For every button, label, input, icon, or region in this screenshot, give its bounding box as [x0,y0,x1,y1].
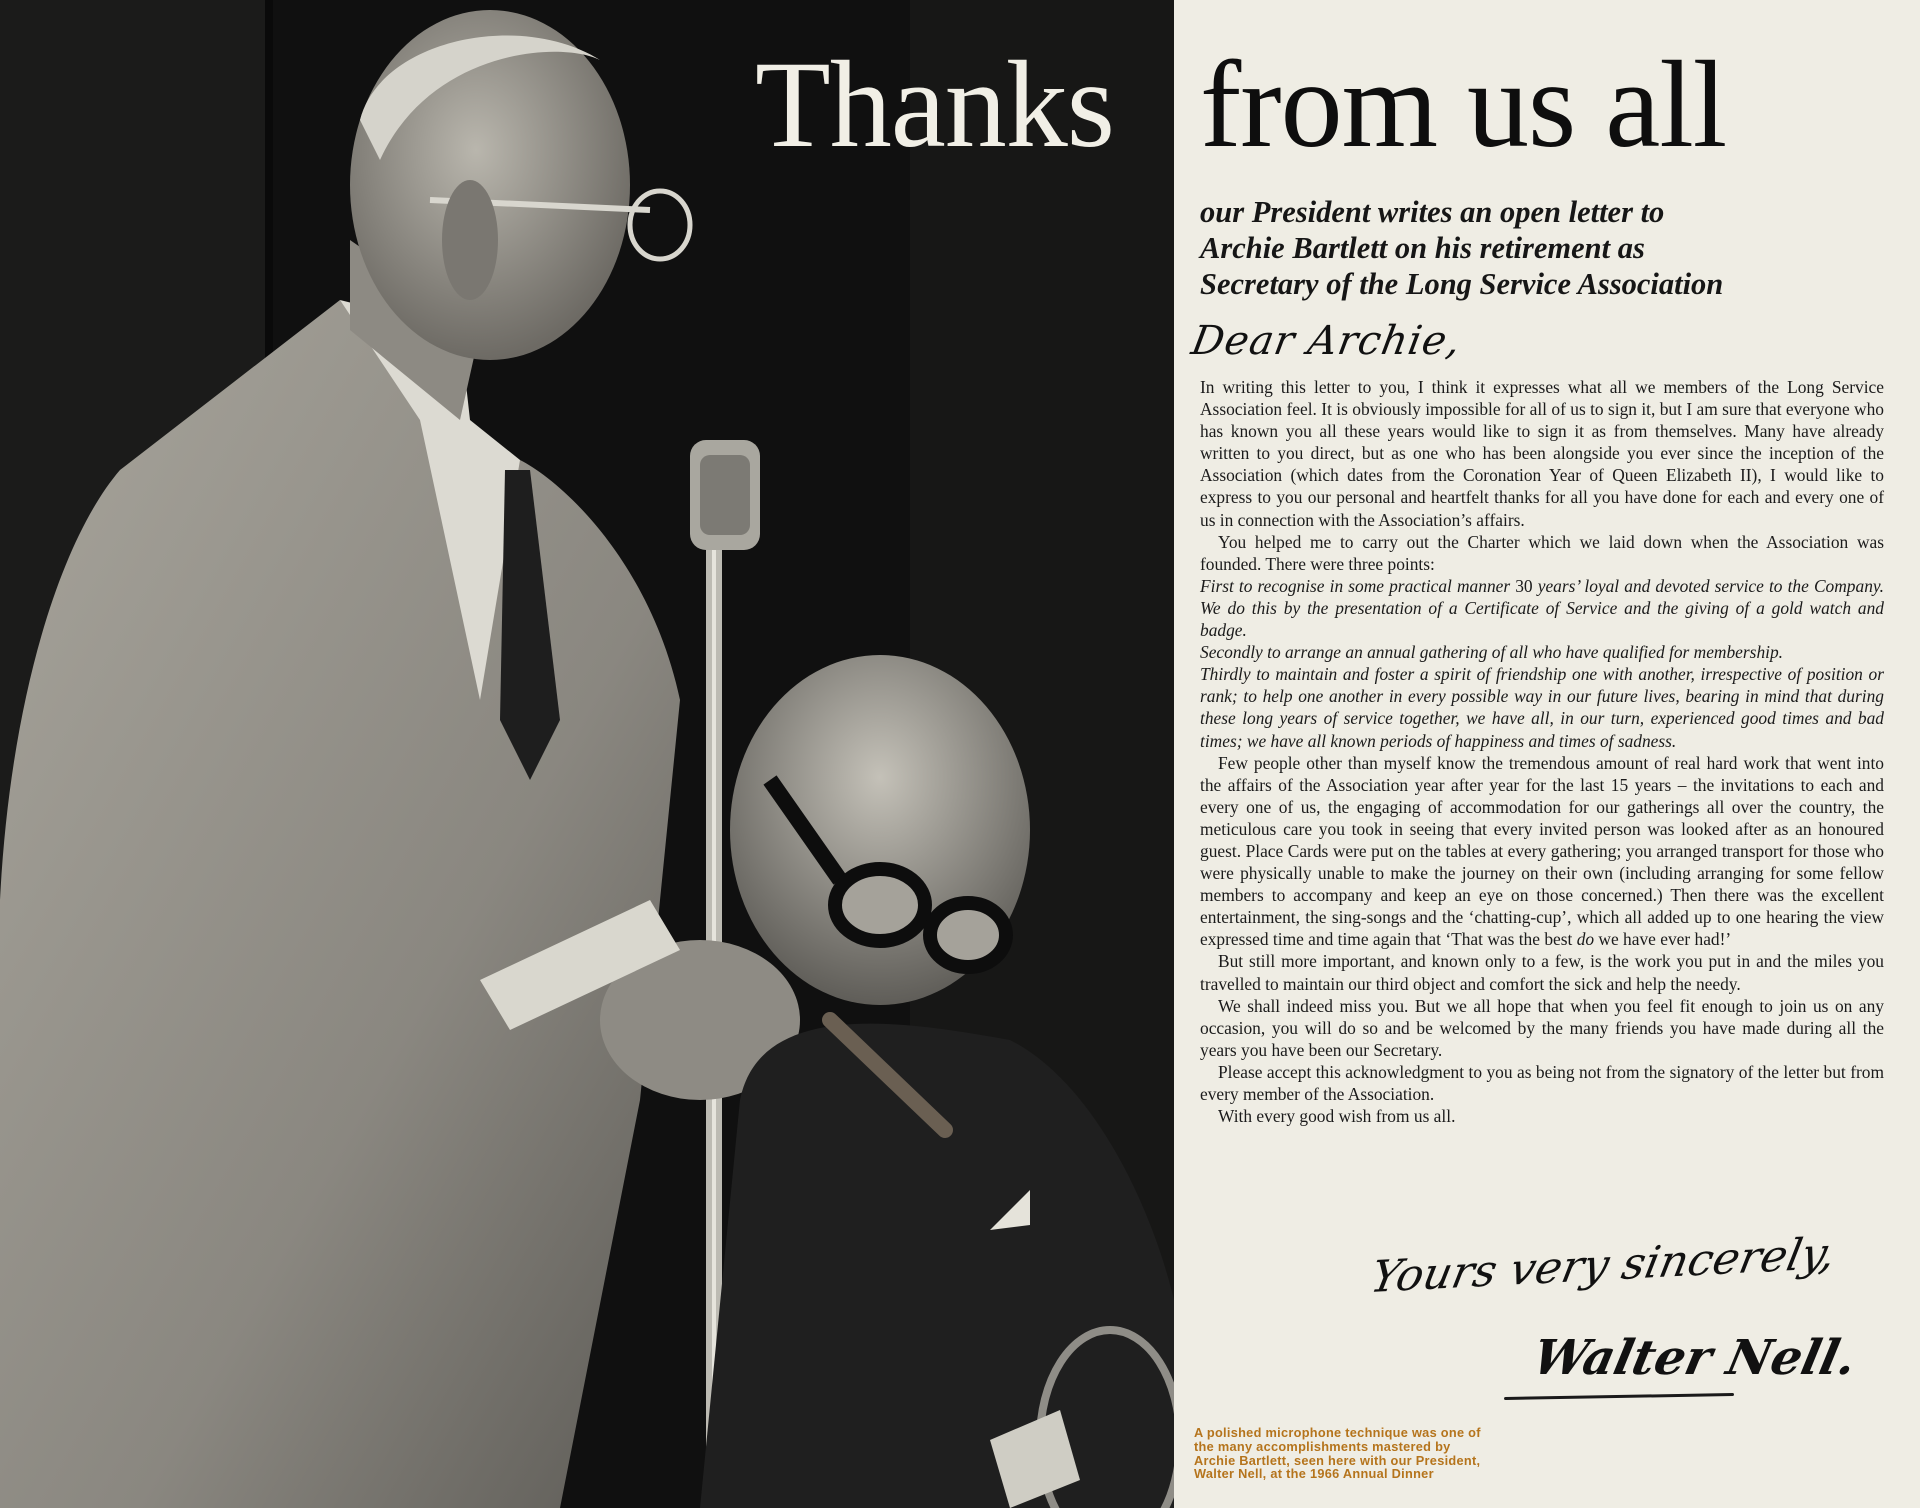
handwritten-salutation: Dear Archie, [1187,318,1465,364]
paragraph [1200,752,1884,951]
headline [755,36,1727,173]
paragraph-text: we have ever had!’ [1594,929,1732,950]
charter-point-text: First to recognise in some practical manner [1200,575,1516,596]
charter-point-text: years’ loyal and devoted service to the Company. We do this by the presentation of a Certificate of Service and the giving of a gold watch and badge. [1200,575,1884,641]
caption-line: the many accomplishments mastered by [1194,1438,1451,1454]
caption-line: Walter Nell, at the 1966 Annual Dinner [1194,1466,1434,1482]
paragraph: With every good wish from us all. [1218,1106,1456,1127]
standfirst [1200,194,1900,302]
headline-word-thanks: Thanks [755,36,1115,173]
caption-line: A polished microphone technique was one of [1194,1425,1481,1440]
paragraph-text: Few people other than myself know the tremendous amount of real hard work that went into the affairs of the Association year after year for the last 15 years – the invitations to each and every one of us, the engaging of accommodation for our gatherings all over the country, the meticulous care you took in seeing that every invited person was looked after as an honoured guest. Place Cards were put on the tables at every gathering; you arranged transport for those who were physically unable to make the journey on their own (including arranging for some fellow members to accompany and keep an eye on those concerned.) Then there was the excellent entertainment, the sing-songs and the ‘chatting-cup’, which all added up to one hearing the view expressed time and time again that ‘That was the best [1200,752,1884,950]
charter-point-1 [1200,575,1884,641]
standfirst-line: our President writes an open letter to [1200,195,1665,229]
letter-body [1200,376,1884,1127]
headline-word-from-us-all: from us all [1200,36,1727,173]
standfirst-line: Archie Bartlett on his retirement as [1200,231,1645,265]
letter-page [1174,0,1920,1508]
standfirst-line: Secretary of the Long Service Association [1200,267,1724,301]
caption-line: Archie Bartlett, seen here with our President, [1194,1452,1481,1468]
handwritten-closing: Yours very sincerely, [1366,1228,1840,1303]
charter-point-years: 30 [1515,575,1533,596]
charter-point-3: Thirdly to maintain and foster a spirit of friendship one with another, irrespective of position or rank; to help one another in every possible way in our future lives, bearing in mind that during these long years of service together, we have all, in our turn, experienced good times and bad times; we have all known periods of happiness and times of sadness. [1200,664,1884,751]
emphasis: do [1576,929,1595,950]
paragraph: You helped me to carry out the Charter which we laid down when the Association was founded. There were three points: [1200,531,1884,574]
paragraph: We shall indeed miss you. But we all hope that when you feel fit enough to join us on any occasion, you will do so and be welcomed by the many friends you have made during all the years you have been our Secretary. [1200,995,1884,1060]
charter-point-2: Secondly to arrange an annual gathering of all who have qualified for membership. [1200,642,1784,663]
paragraph: But still more important, and known only to a few, is the work you put in and the miles you travelled to maintain our third object and comfort the sick and help the needy. [1200,951,1884,994]
signature-flourish [1504,1393,1734,1400]
handwritten-signature: Walter Nell. [1528,1330,1862,1386]
paragraph: Please accept this acknowledgment to you as being not from the signatory of the letter but from every member of the Association. [1200,1061,1884,1104]
photo-caption [1194,1426,1511,1481]
paragraph: In writing this letter to you, I think it expresses what all we members of the Long Service Association feel. It is obviously impossible for all of us to sign it, but I am sure that everyone who has known you all these years would like to sign it as from themselves. Many have already written to you direct, but as one who has been alongside you ever since the inception of the Association (which dates from the Coronation Year of Queen Elizabeth II), I would like to express to you our personal and heartfelt thanks for all you have done for each and every one of us in connection with the Association’s affairs. [1200,377,1884,530]
